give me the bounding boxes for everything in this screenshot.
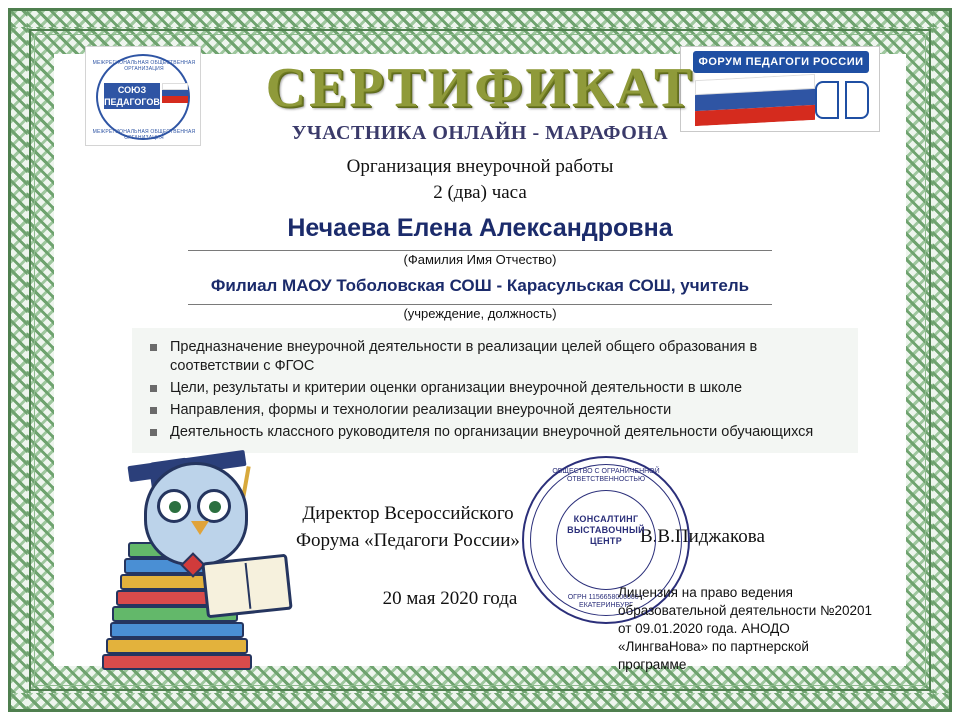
list-item: Предназначение внеурочной деятельности в реализации целей общего образования в соответствии с ФГОС	[164, 338, 844, 376]
certificate-content	[40, 38, 920, 682]
owl-eye-right	[197, 489, 231, 523]
recipient-organization-caption: (учреждение, должность)	[403, 306, 557, 321]
logo-name-line2: ПЕДАГОГОВ	[104, 97, 160, 107]
signer-name: В.В.Пиджакова	[640, 526, 765, 547]
list-item: Цели, результаты и критерии оценки организации внеурочной деятельности в школе	[164, 379, 844, 398]
course-hours: 2 (два) часа	[433, 182, 527, 203]
owl-open-book	[201, 554, 292, 619]
issue-date: 20 мая 2020 года	[382, 588, 518, 609]
stamp-text-top: ОБЩЕСТВО С ОГРАНИЧЕННОЙ ОТВЕТСТВЕННОСТЬЮ	[552, 468, 660, 483]
page-title: СЕРТИФИКАТ	[265, 57, 695, 119]
recipient-name-caption: (Фамилия Имя Отчество)	[403, 252, 557, 267]
stamp-text-bottom: ОГРН 1156658000000 г. ЕКАТЕРИНБУРГ	[567, 594, 645, 609]
recipient-name: Нечаева Елена Александровна	[287, 214, 673, 242]
director-title	[278, 500, 538, 554]
owl-eye-left	[157, 489, 191, 523]
recipient-name-rule	[188, 250, 772, 251]
logo-forum-banner-text: ФОРУМ ПЕДАГОГИ РОССИИ	[693, 51, 869, 73]
topics-list	[146, 338, 844, 442]
topics-panel	[132, 328, 858, 453]
recipient-organization-rule	[188, 304, 772, 305]
owl-body	[144, 462, 248, 566]
director-title-line1: Директор Всероссийского	[302, 503, 514, 524]
logo-ring-text-top: МЕЖРЕГИОНАЛЬНАЯ ОБЩЕСТВЕННАЯ ОРГАНИЗАЦИЯ	[92, 60, 196, 72]
logo-ring-text-bottom: МЕЖРЕГИОНАЛЬНАЯ ОБЩЕСТВЕННАЯ ОРГАНИЗАЦИЯ	[92, 129, 196, 141]
page-subtitle: УЧАСТНИКА ОНЛАЙН - МАРАФОНА	[291, 122, 669, 144]
owl-beak	[191, 521, 209, 535]
recipient-organization: Филиал МАОУ Тоболовская СОШ - Карасульская СОШ, учитель	[210, 276, 750, 295]
logo-name-line1: СОЮЗ	[117, 85, 147, 95]
list-item: Деятельность классного руководителя по организации внеурочной деятельности обучающихся	[164, 423, 844, 442]
list-item: Направления, формы и технологии реализации внеурочной деятельности	[164, 401, 844, 420]
director-title-line2: Форума «Педагоги России»	[296, 530, 520, 551]
stamp-text-core: КОНСАЛТИНГ ВЫСТАВОЧНЫЙ ЦЕНТР	[567, 514, 645, 546]
owl-graduate-illustration	[92, 440, 322, 670]
course-title: Организация внеурочной работы	[346, 156, 614, 177]
license-note: Лицензия на право ведения образовательной деятельности №20201 от 09.01.2020 года. АНОДО «ЛингваНова» по партнерской программе	[618, 585, 873, 672]
